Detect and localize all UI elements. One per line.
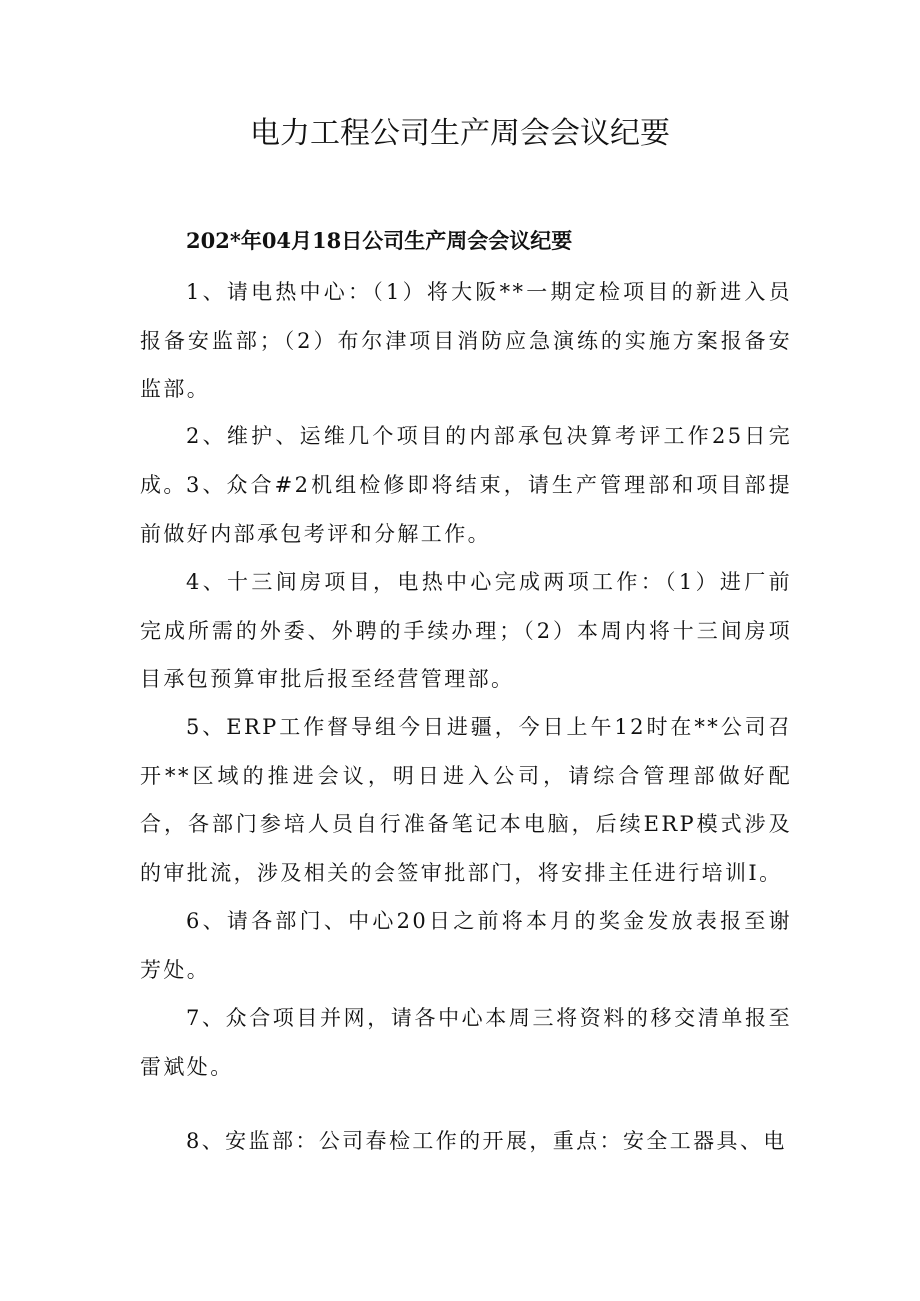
minutes-item-4: 4、十三间房项目，电热中心完成两项工作：（1）进厂前完成所需的外委、外聘的手续办理；（2）本周内将十三间房项目承包预算审批后报至经营管理部。 [140, 570, 792, 691]
minutes-item-7: 7、众合项目并网，请各中心本周三将资料的移交清单报至雷斌处。 [140, 1006, 792, 1079]
meeting-date-heading: 202*年04月18日公司生产周会会议纪要 [186, 228, 573, 253]
minutes-item-8: 8、安监部：公司春检工作的开展，重点：安全工器具、电 [186, 1129, 787, 1153]
minutes-item-5: 5、ERP工作督导组今日进疆，今日上午12时在**公司召开**区域的推进会议，明日进入公司，请综合管理部做好配合，各部门参培人员自行准备笔记本电脑，后续ERP模式涉及的审批流，涉及相关的会签审批部门，将安排主任进行培训I。 [140, 715, 792, 885]
page-title: 电力工程公司生产周会会议纪要 [250, 116, 670, 151]
minutes-item-3: 3、众合#2机组检修即将结束，请生产管理部和项目部提前做好内部承包考评和分解工作。 [140, 473, 792, 546]
minutes-item-2: 2、维护、运维几个项目的内部承包决算考评工作25日完成。 [140, 424, 792, 497]
minutes-item-1: 1、请电热中心：（1）将大阪**一期定检项目的新进入员报备安监部；（2）布尔津项目消防应急演练的实施方案报备安监部。 [140, 280, 792, 401]
minutes-item-6: 6、请各部门、中心20日之前将本月的奖金发放表报至谢芳处。 [140, 909, 792, 982]
